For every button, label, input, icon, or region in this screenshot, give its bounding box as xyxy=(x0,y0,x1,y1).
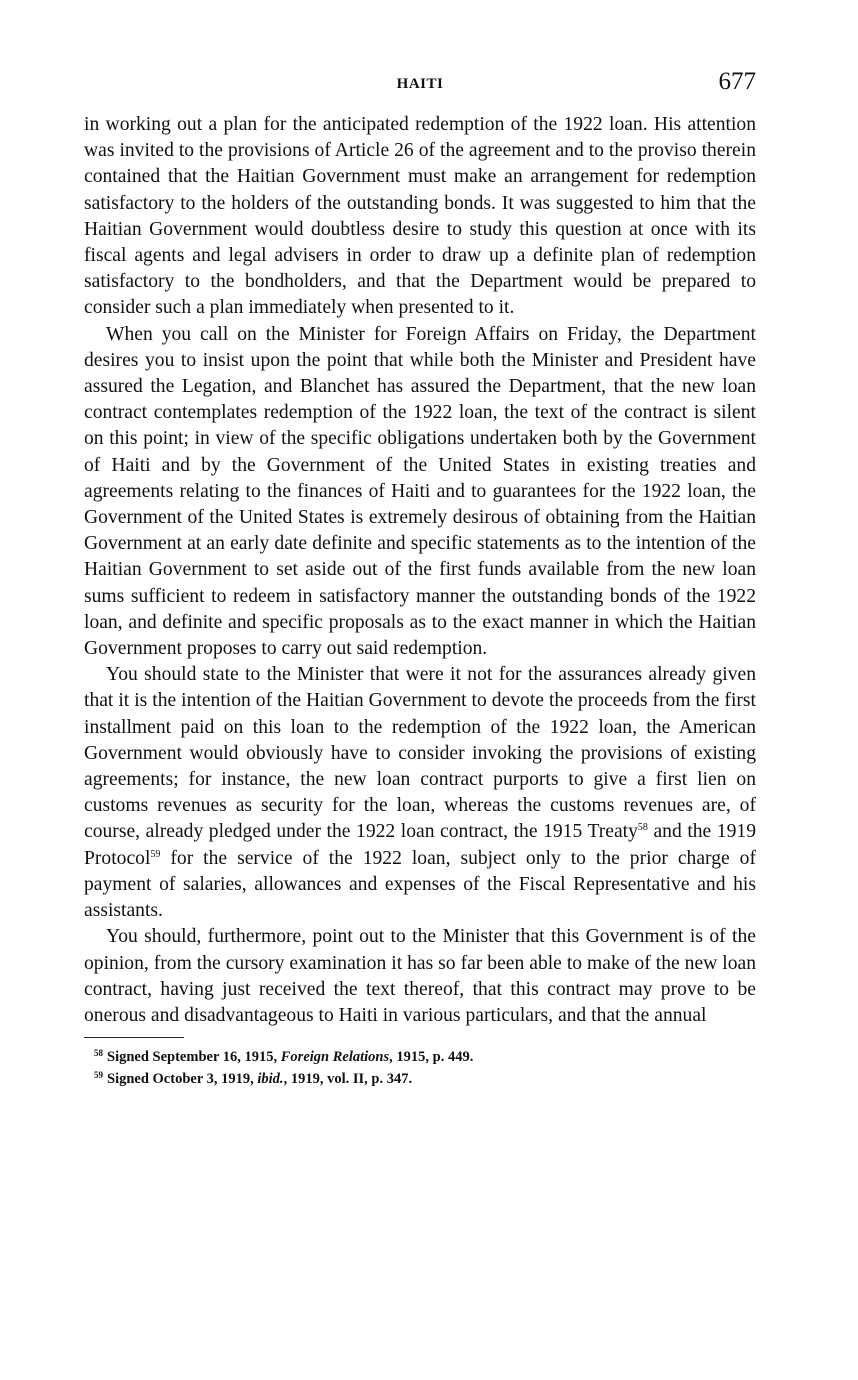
footnote-divider xyxy=(84,1037,184,1038)
document-page xyxy=(84,68,756,1088)
footnote-58 xyxy=(94,1044,756,1066)
footnote-58-text-a: Signed September 16, 1915, xyxy=(107,1049,281,1066)
paragraph-2: When you call on the Minister for Foreign Affairs on Friday, the Department desires you to insist upon the point that while both the Minister and President have assured the Legation, and Blanchet has assured the Department, that the new loan contract contemplates redemption of the 1922 loan, the text of the contract is silent on this point; in view of the specific obligations undertaken both by the Government of Haiti and by the Government of the United States in existing treaties and agreements relating to the finances of Haiti and to guarantees for the 1922 loan, the Government of the United States is extremely desirous of obtaining from the Haitian Government at an early date definite and specific statements as to the intention of the Haitian Government to set aside out of the first funds available from the new loan sums sufficient to redeem in satisfactory manner the outstanding bonds of the 1922 loan, and definite and specific proposals as to the exact manner in which the Haitian Government proposes to carry out said redemption. xyxy=(84,323,756,660)
running-head: HAITI xyxy=(396,76,444,92)
page-number: 677 xyxy=(718,68,756,95)
footnote-59-italic: ibid. xyxy=(257,1071,284,1088)
body-text xyxy=(84,112,756,1029)
paragraph-3-part-c: for the service of the 1922 loan, subject only to the prior charge of payment of salaries, allowances and expenses of the Fiscal Representative and his assistants. xyxy=(84,847,756,922)
page-header xyxy=(84,68,756,112)
footnote-ref-59: 59 xyxy=(150,848,161,860)
footnote-59 xyxy=(94,1066,756,1088)
footnote-mark-58: 58 xyxy=(94,1048,103,1059)
paragraph-4: You should, furthermore, point out to the Minister that this Government is of the opinion, from the cursory examination it has so far been able to make of the new loan contract, having just received the text thereof, that this contract may prove to be onerous and disadvantageous to Haiti in various particulars, and that the annual xyxy=(84,926,756,1026)
paragraph-3-part-a: You should state to the Minister that were it not for the assurances already given that it is the intention of the Haitian Government to devote the proceeds from the first installment paid on this loan to the redemption of the 1922 loan, the American Government would obviously have to consider invoking the provisions of existing agreements; for instance, the new loan contract purports to give a first lien on customs revenues as security for the loan, whereas the customs revenues are, of course, already pledged under the 1922 loan contract, the 1915 Treaty xyxy=(84,664,756,843)
paragraph-3-part-b: and the 1919 Protocol xyxy=(84,821,756,869)
paragraph-3 xyxy=(84,662,756,924)
footnote-58-text-b: , 1915, p. 449. xyxy=(389,1049,474,1066)
paragraph-1: in working out a plan for the anticipated redemption of the 1922 loan. His attention was invited to the provisions of Article 26 of the agreement and to the proviso therein contained that the Haitian Government must make an arrangement for redemption satisfactory to the holders of the outstanding bonds. It was suggested to him that the Haitian Government would doubtless desire to study this question at once with its fiscal agents and legal advisers in order to draw up a definite plan of redemption satisfactory to the bondholders, and that the Department would be prepared to consider such a plan immediately when presented to it. xyxy=(84,114,756,319)
footnote-mark-59: 59 xyxy=(94,1070,103,1081)
footnote-59-text-b: , 1919, vol. II, p. 347. xyxy=(283,1071,413,1088)
footnotes xyxy=(84,1044,756,1088)
footnote-ref-58: 58 xyxy=(637,822,648,834)
footnote-58-italic: Foreign Relations xyxy=(280,1049,390,1066)
footnote-59-text-a: Signed October 3, 1919, xyxy=(107,1071,258,1088)
